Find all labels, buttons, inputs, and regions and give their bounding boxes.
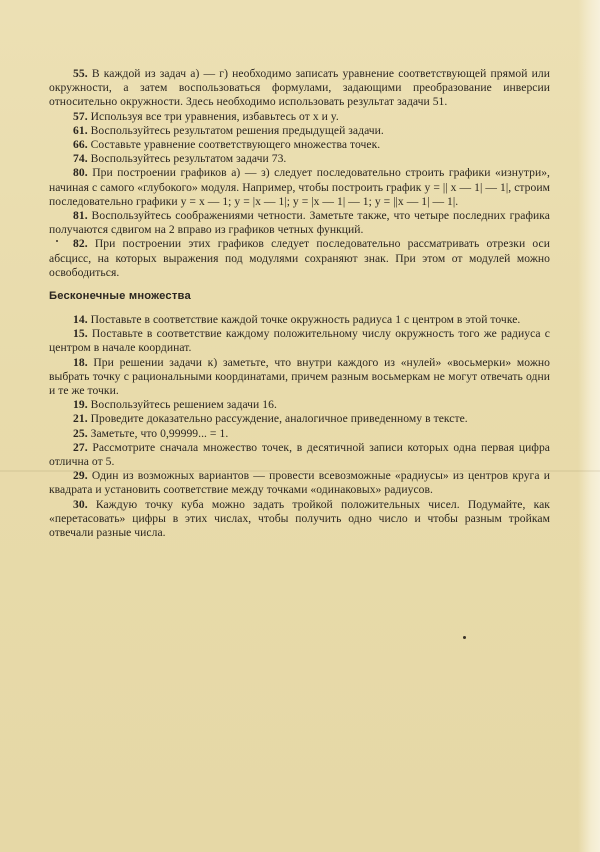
hint-number: 14. [73, 313, 88, 326]
hint-text: Воспользуйтесь результатом задачи 73. [90, 152, 287, 166]
hint-number: 15. [73, 327, 88, 341]
hint-paragraph [49, 327, 550, 355]
hint-text: Воспользуйтесь соображениями четности. Заметьте также, что четыре последних графика получаются сдвигом на 2 вправо из графиков четных функций. [49, 209, 550, 237]
hint-text: Составьте уравнение соответствующего множества точек. [90, 138, 381, 152]
hint-text: Заметьте, что 0,99999... = 1. [90, 426, 229, 440]
section-heading: Бесконечные множества [49, 290, 191, 302]
hint-paragraph [49, 427, 550, 441]
hint-number: 25. [73, 426, 88, 440]
hint-text: Используя все три уравнения, избавьтесь от x и y. [90, 109, 339, 123]
hint-number: 21. [73, 412, 88, 426]
hint-text: В каждой из задач а) — г) необходимо записать уравнение соответствующей прямой или окружности, а затем воспользоваться формулами, задающими преобразование инверсии относительно окружности. Здесь необходимо использовать результат задачи 51. [49, 67, 550, 109]
hint-paragraph [49, 441, 550, 469]
hint-paragraph [49, 209, 550, 237]
hints-section-geometry [49, 67, 550, 280]
hint-paragraph [49, 412, 550, 426]
hint-number: 27. [73, 440, 88, 454]
hint-text: Воспользуйтесь результатом решения предыдущей задачи. [90, 123, 384, 137]
hint-paragraph [49, 166, 550, 209]
hint-paragraph [49, 124, 550, 138]
hint-number: 80. [73, 166, 88, 180]
hint-number: 55. [73, 67, 88, 80]
hint-number: 66. [73, 138, 88, 152]
hint-text: Проведите доказательно рассуждение, аналогичное приведенному в тексте. [90, 412, 468, 426]
hint-paragraph [49, 110, 550, 124]
hint-number: 18. [73, 355, 88, 369]
page-edge [578, 0, 600, 852]
hint-text: Поставьте в соответствие каждому положительному числу окружность того же радиуса с центром в начале координат. [49, 327, 550, 355]
hint-number: 61. [73, 123, 88, 137]
hint-number: 81. [73, 209, 88, 223]
ink-speck [56, 240, 58, 242]
hint-number: 57. [73, 109, 88, 123]
hint-paragraph [49, 152, 550, 166]
hint-text: Каждую точку куба можно задать тройкой положительных чисел. Подумайте, как «перетасовать» цифры в этих числах, чтобы получить одно число и чтобы разным тройкам отвечали разные числа. [49, 497, 550, 540]
hint-text: При построении графиков а) — з) следует последовательно строить графики «изнутри», начиная с самого «глубокого» модуля. Например, чтобы построить график y = || x — 1| — 1|, строим последовательно графики y = x — 1; y = |x — 1|; y = |x — 1| — 1; y = ||x — 1| — 1|. [49, 166, 550, 208]
hint-paragraph [49, 237, 550, 280]
hint-number: 19. [73, 398, 88, 412]
hint-number: 30. [73, 497, 88, 511]
hint-paragraph [49, 398, 550, 412]
hint-text: Один из возможных вариантов — провести всевозможные «радиусы» из центров круга и квадрата и установить соответствие между точками «одинаковых» радиусов. [49, 469, 550, 497]
hint-text: Воспользуйтесь решением задачи 16. [90, 398, 277, 412]
hint-paragraph [49, 138, 550, 152]
hint-text: При построении этих графиков следует последовательно рассматривать отрезки оси абсцисс, на которых выражения под модулями сохраняют знак. При этом от модулей можно освободиться. [49, 237, 550, 279]
hint-text: При решении задачи к) заметьте, что внутри каждого из «нулей» «восьмерки» можно выбрать точку с рациональными координатами, причем разным восьмеркам не могут отвечать одни и те же точки. [49, 355, 550, 398]
hint-paragraph [49, 356, 550, 399]
hint-text: Поставьте в соответствие каждой точке окружность радиуса 1 с центром в этой точке. [90, 313, 521, 326]
hint-number: 74. [73, 152, 88, 166]
hint-paragraph [49, 469, 550, 497]
hint-number: 29. [73, 469, 88, 483]
hint-paragraph [49, 498, 550, 541]
ink-speck [463, 636, 466, 639]
hint-paragraph [49, 313, 550, 327]
hint-text: Рассмотрите сначала множество точек, в десятичной записи которых одна первая цифра отлична от 5. [49, 440, 550, 469]
hint-number: 82. [73, 237, 88, 251]
hints-section-infinite-sets [49, 313, 550, 540]
hint-paragraph [49, 67, 550, 110]
